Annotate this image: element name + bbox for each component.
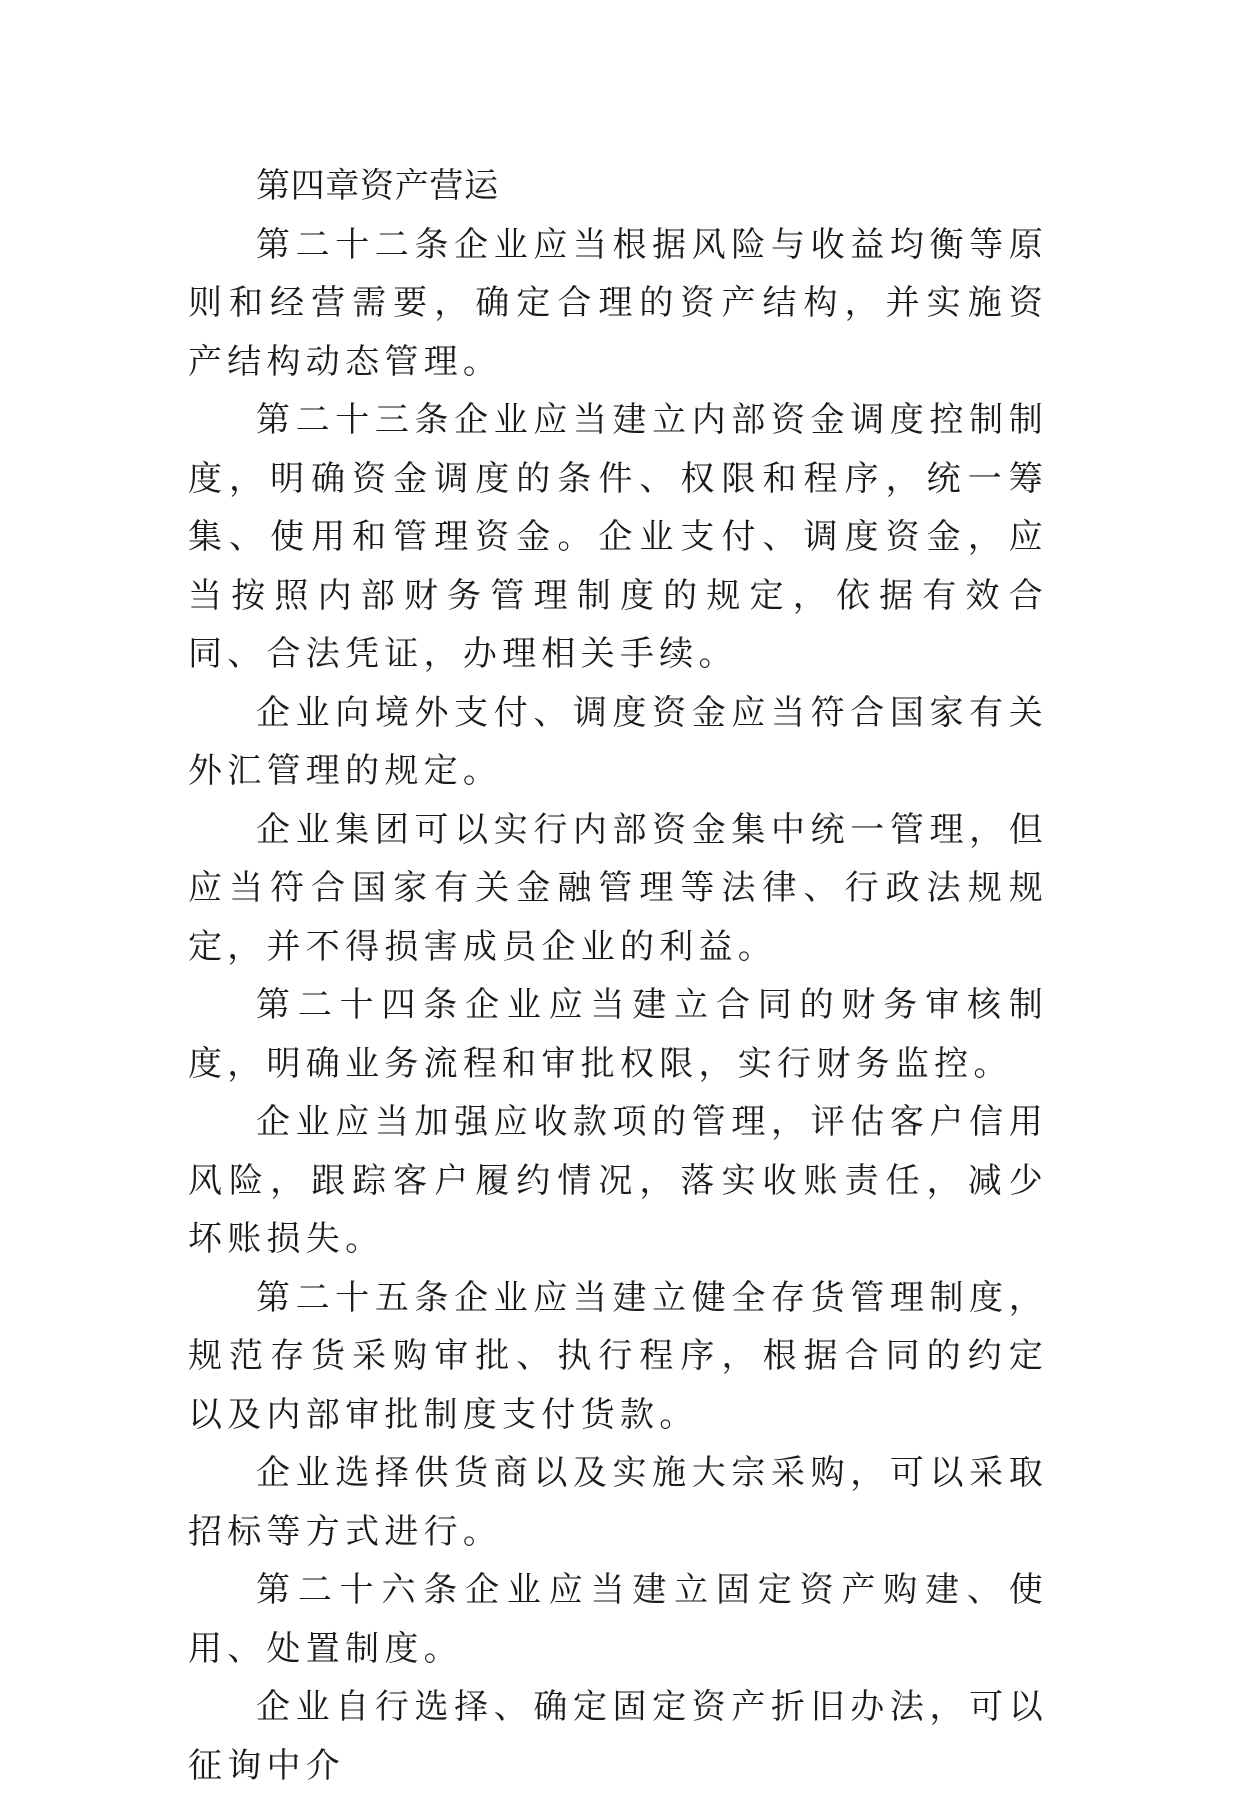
paragraph-article-24: 第二十四条企业应当建立合同的财务审核制度，明确业务流程和审批权限，实行财务监控。 — [188, 985, 1048, 1084]
paragraph-receivables: 企业应当加强应收款项的管理，评估客户信用风险，跟踪客户履约情况，落实收账责任，减少坏账损失。 — [188, 1102, 1048, 1259]
paragraph-article-23: 第二十三条企业应当建立内部资金调度控制制度，明确资金调度的条件、权限和程序，统一筹集、使用和管理资金。企业支付、调度资金，应当按照内部财务管理制度的规定，依据有效合同、合法凭证，办理相关手续。 — [188, 400, 1048, 674]
document-body — [188, 157, 1048, 1795]
paragraph-depreciation: 企业自行选择、确定固定资产折旧办法，可以征询中介 — [188, 1687, 1048, 1786]
paragraph-article-25: 第二十五条企业应当建立健全存货管理制度，规范存货采购审批、执行程序，根据合同的约定以及内部审批制度支付货款。 — [188, 1277, 1048, 1435]
paragraph-group-funds: 企业集团可以实行内部资金集中统一管理，但应当符合国家有关金融管理等法律、行政法规规定，并不得损害成员企业的利益。 — [188, 809, 1048, 967]
paragraph-supplier-selection: 企业选择供货商以及实施大宗采购，可以采取招标等方式进行。 — [188, 1453, 1048, 1552]
paragraph-article-26: 第二十六条企业应当建立固定资产购建、使用、处置制度。 — [188, 1570, 1048, 1669]
paragraph-foreign-payment: 企业向境外支付、调度资金应当符合国家有关外汇管理的规定。 — [188, 692, 1048, 791]
paragraph-article-22: 第二十二条企业应当根据风险与收益均衡等原则和经营需要，确定合理的资产结构，并实施资产结构动态管理。 — [188, 224, 1048, 382]
chapter-title: 第四章资产营运 — [256, 166, 499, 206]
